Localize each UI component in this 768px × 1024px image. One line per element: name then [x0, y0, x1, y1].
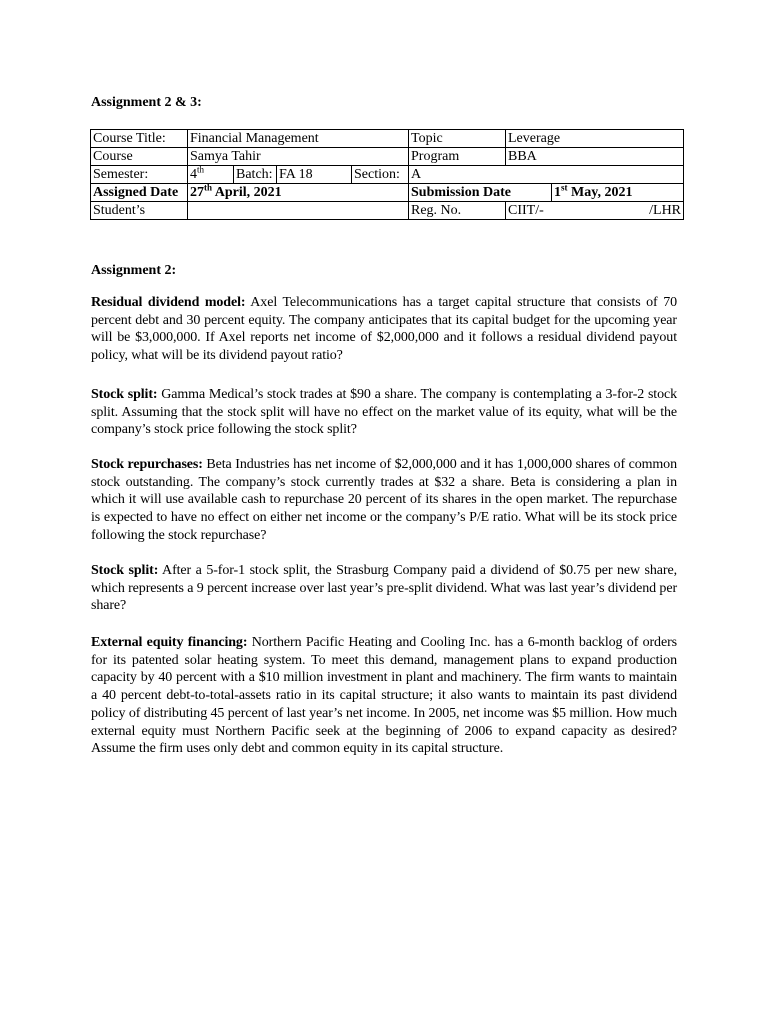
document-title: Assignment 2 & 3: [91, 95, 202, 110]
submission-date-value: 1st May, 2021 [552, 184, 684, 202]
topic-value: Leverage [506, 130, 684, 148]
submission-date-label: Submission Date [409, 184, 552, 202]
question-label: Stock split: [91, 563, 159, 578]
question-stock-split-2 [91, 562, 677, 615]
section-value: A [409, 166, 684, 184]
batch-label: Batch: [234, 166, 277, 184]
assigned-date-label: Assigned Date [91, 184, 188, 202]
table-row [91, 166, 684, 184]
batch-value: FA 18 [277, 166, 352, 184]
topic-label: Topic [409, 130, 506, 148]
table-row [91, 202, 684, 220]
table-row [91, 184, 684, 202]
course-info-table [90, 129, 684, 220]
table-row [91, 130, 684, 148]
question-external-equity [91, 634, 677, 758]
semester-label: Semester: [91, 166, 188, 184]
course-value: Samya Tahir [188, 148, 409, 166]
question-label: External equity financing: [91, 635, 248, 650]
section-label: Section: [352, 166, 409, 184]
reg-no-label: Reg. No. [409, 202, 506, 220]
question-text: Beta Industries has net income of $2,000,000 and it has 1,000,000 shares of common stock outstanding. The company’s stock currently trades at $32 a share. Beta is considering a plan in which it will use available cash to repurchase 20 percent of its shares in the open market. The repurchase is expected to have no effect on either net income or the company’s P/E ratio. What will be its stock price following the stock repurchase? [91, 457, 677, 543]
course-label: Course [91, 148, 188, 166]
course-title-label: Course Title: [91, 130, 188, 148]
section-heading: Assignment 2: [91, 263, 177, 278]
students-value[interactable] [188, 202, 409, 220]
question-residual-dividend [91, 294, 677, 365]
question-text: After a 5-for-1 stock split, the Strasburg Company paid a dividend of $0.75 per new share, which represents a 9 percent increase over last year’s pre-split dividend. What was last year’s dividend per share? [91, 563, 677, 614]
reg-no-prefix: CIIT/- [508, 203, 544, 218]
table-row [91, 148, 684, 166]
question-stock-split-1 [91, 386, 677, 439]
reg-no-value[interactable] [506, 202, 684, 220]
program-value: BBA [506, 148, 684, 166]
assigned-date-value: 27th April, 2021 [188, 184, 409, 202]
reg-no-suffix: /LHR [649, 203, 682, 218]
question-stock-repurchases [91, 456, 677, 545]
students-label: Student’s [91, 202, 188, 220]
program-label: Program [409, 148, 506, 166]
question-label: Stock repurchases: [91, 457, 203, 472]
question-text: Gamma Medical’s stock trades at $90 a share. The company is contemplating a 3-for-2 stock split. Assuming that the stock split will have no effect on the market value of its equity, what will be the company’s stock price following the stock split? [91, 387, 677, 438]
question-label: Stock split: [91, 387, 158, 402]
question-text: Axel Telecommunications has a target capital structure that consists of 70 percent debt and 30 percent equity. The company anticipates that its capital budget for the upcoming year will be $3,000,000. If Axel reports net income of $2,000,000 and it follows a residual dividend payout policy, what will be its dividend payout ratio? [91, 295, 677, 364]
question-text: Northern Pacific Heating and Cooling Inc. has a 6-month backlog of orders for its patented solar heating system. To meet this demand, management plans to expand production capacity by 40 percent with a $10 million investment in plant and machinery. The firm wants to maintain a 40 percent debt-to-total-assets ratio in its capital structure; it also wants to maintain its past dividend policy of distributing 45 percent of last year’s net income. In 2005, net income was $5 million. How much external equity must Northern Pacific seek at the beginning of 2006 to expand capacity as desired? Assume the firm uses only debt and common equity in its capital structure. [91, 635, 677, 757]
course-title-value: Financial Management [188, 130, 409, 148]
semester-value: 4th [188, 166, 234, 184]
question-label: Residual dividend model: [91, 295, 246, 310]
